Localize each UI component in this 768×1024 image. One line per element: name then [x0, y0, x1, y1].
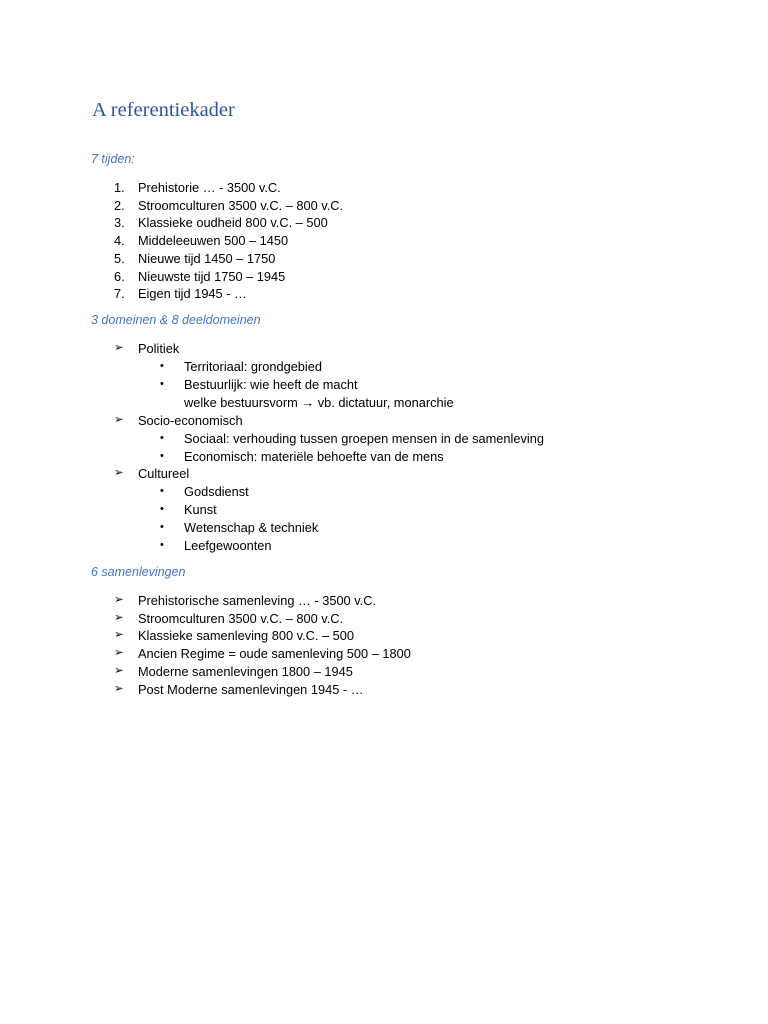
- list-number: 1.: [114, 180, 125, 195]
- arrow-bullet-icon: ➢: [114, 342, 124, 354]
- list-item-text: Ancien Regime = oude samenleving 500 – 1800: [138, 646, 411, 662]
- list-number: 6.: [114, 268, 125, 284]
- page-title: A referentiekader: [92, 99, 235, 121]
- domain-label: Politiek: [138, 341, 180, 356]
- arrow-bullet-icon: ➢: [114, 413, 124, 426]
- arrow-bullet-icon: ➢: [114, 467, 124, 479]
- list-item-text: Klassieke samenleving 800 v.C. – 500: [138, 628, 355, 644]
- bullet-icon: •: [160, 521, 164, 533]
- arrow-bullet-icon: ➢: [114, 682, 124, 695]
- list-item-text: Middeleeuwen 500 – 1450: [138, 233, 289, 249]
- subdomain-text: Kunst: [184, 502, 217, 517]
- list-item-text: Nieuwe tijd 1450 – 1750: [138, 250, 276, 266]
- list-number: 7.: [114, 286, 125, 302]
- subdomain-text: Economisch: materiële behoefte van de mens: [184, 448, 444, 464]
- arrow-bullet-icon: ➢: [114, 611, 124, 624]
- list-number: 4.: [114, 233, 125, 249]
- section-heading-domeinen: 3 domeinen & 8 deeldomeinen: [91, 313, 261, 327]
- bullet-icon: •: [160, 539, 164, 551]
- list-item-text: Prehistorie … - 3500 v.C.: [138, 180, 281, 195]
- domain-label: Socio-economisch: [138, 412, 243, 428]
- list-item-text: Nieuwste tijd 1750 – 1945: [138, 268, 286, 284]
- list-number: 5.: [114, 250, 125, 266]
- list-number: 2.: [114, 197, 125, 213]
- subdomain-text: Bestuurlijk: wie heeft de macht: [184, 377, 358, 392]
- list-item-text: Klassieke oudheid 800 v.C. – 500: [138, 215, 328, 231]
- section-heading-samenlevingen: 6 samenlevingen: [91, 565, 186, 579]
- bullet-icon: •: [160, 449, 164, 462]
- list-item-text: Prehistorische samenleving … - 3500 v.C.: [138, 593, 377, 608]
- domain-label: Cultureel: [138, 466, 190, 481]
- bullet-icon: •: [160, 431, 164, 444]
- bullet-icon: •: [160, 360, 164, 372]
- arrow-bullet-icon: ➢: [114, 664, 124, 677]
- list-item-text: Eigen tijd 1945 - …: [138, 286, 247, 302]
- list-item-text: Moderne samenlevingen 1800 – 1945: [138, 663, 353, 679]
- bullet-icon: •: [160, 503, 164, 515]
- subdomain-text: Godsdienst: [184, 484, 249, 499]
- subdomain-text: Wetenschap & techniek: [184, 520, 319, 535]
- subdomain-text: Territoriaal: grondgebied: [184, 359, 323, 374]
- list-item-text: Stroomculturen 3500 v.C. – 800 v.C.: [138, 197, 344, 213]
- section-heading-tijden: 7 tijden:: [91, 152, 135, 166]
- arrow-bullet-icon: ➢: [114, 629, 124, 642]
- bullet-icon: •: [160, 378, 164, 390]
- subdomain-text: Sociaal: verhouding tussen groepen mensen in de samenleving: [184, 430, 544, 446]
- bullet-icon: •: [160, 485, 164, 497]
- list-item-text: Stroomculturen 3500 v.C. – 800 v.C.: [138, 610, 344, 626]
- list-item-text: Post Moderne samenlevingen 1945 - …: [138, 681, 364, 697]
- list-number: 3.: [114, 215, 125, 231]
- arrow-bullet-icon: ➢: [114, 647, 124, 660]
- subdomain-text: Leefgewoonten: [184, 538, 272, 553]
- arrow-bullet-icon: ➢: [114, 594, 124, 606]
- subdomain-continuation-text: welke bestuursvorm → vb. dictatuur, monarchie: [184, 394, 454, 410]
